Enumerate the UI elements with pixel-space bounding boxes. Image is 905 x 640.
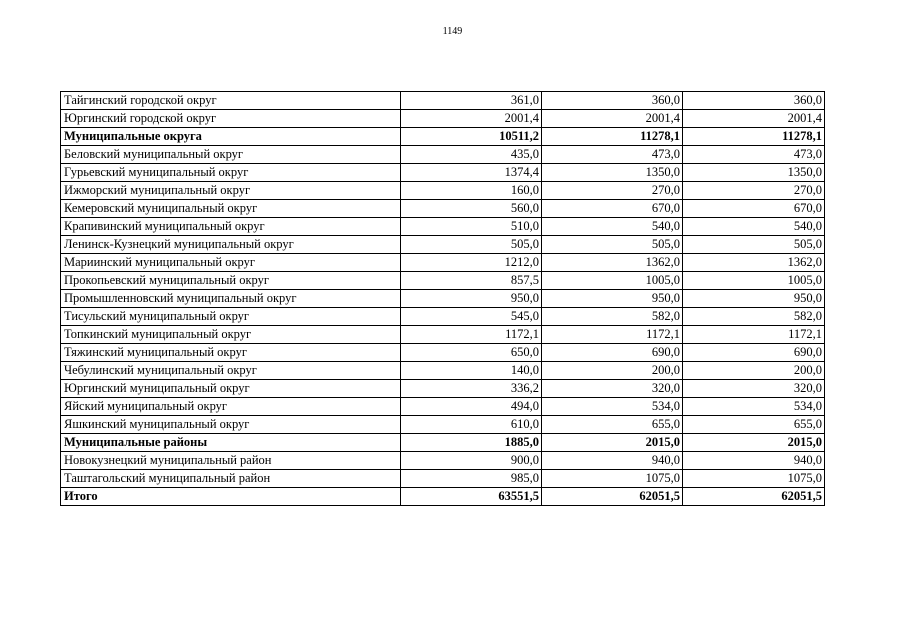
value-cell-3: 1172,1: [683, 326, 825, 344]
page-number: 1149: [442, 26, 463, 37]
value-cell-2: 62051,5: [542, 488, 683, 506]
table-body: [61, 92, 825, 506]
row-name-cell: Крапивинский муниципальный округ: [61, 218, 401, 236]
table-row-subtotal: [61, 488, 825, 506]
value-cell-3: 62051,5: [683, 488, 825, 506]
table-row: [61, 200, 825, 218]
value-cell-3: 534,0: [683, 398, 825, 416]
table-row: [61, 146, 825, 164]
value-cell-1: 494,0: [401, 398, 542, 416]
value-cell-3: 473,0: [683, 146, 825, 164]
table-row: [61, 470, 825, 488]
value-cell-3: 655,0: [683, 416, 825, 434]
table-row: [61, 236, 825, 254]
row-name-cell: Яйский муниципальный округ: [61, 398, 401, 416]
value-cell-3: 940,0: [683, 452, 825, 470]
row-name-cell: Топкинский муниципальный округ: [61, 326, 401, 344]
value-cell-3: 2001,4: [683, 110, 825, 128]
value-cell-1: 160,0: [401, 182, 542, 200]
table-row: [61, 398, 825, 416]
value-cell-2: 2015,0: [542, 434, 683, 452]
value-cell-3: 540,0: [683, 218, 825, 236]
value-cell-2: 2001,4: [542, 110, 683, 128]
row-name-cell: Юргинский городской округ: [61, 110, 401, 128]
value-cell-1: 361,0: [401, 92, 542, 110]
value-cell-3: 505,0: [683, 236, 825, 254]
value-cell-2: 582,0: [542, 308, 683, 326]
row-name-cell: Муниципальные округа: [61, 128, 401, 146]
table-row: [61, 362, 825, 380]
value-cell-1: 10511,2: [401, 128, 542, 146]
row-name-cell: Кемеровский муниципальный округ: [61, 200, 401, 218]
value-cell-2: 1005,0: [542, 272, 683, 290]
table-row: [61, 182, 825, 200]
value-cell-2: 200,0: [542, 362, 683, 380]
row-name-cell: Тайгинский городской округ: [61, 92, 401, 110]
value-cell-1: 63551,5: [401, 488, 542, 506]
table-row: [61, 92, 825, 110]
value-cell-3: 270,0: [683, 182, 825, 200]
value-cell-3: 360,0: [683, 92, 825, 110]
value-cell-1: 560,0: [401, 200, 542, 218]
row-name-cell: Прокопьевский муниципальный округ: [61, 272, 401, 290]
row-name-cell: Ижморский муниципальный округ: [61, 182, 401, 200]
value-cell-3: 950,0: [683, 290, 825, 308]
row-name-cell: Муниципальные районы: [61, 434, 401, 452]
table-row: [61, 416, 825, 434]
row-name-cell: Чебулинский муниципальный округ: [61, 362, 401, 380]
table-row: [61, 344, 825, 362]
row-name-cell: Юргинский муниципальный округ: [61, 380, 401, 398]
value-cell-2: 950,0: [542, 290, 683, 308]
table-row: [61, 272, 825, 290]
value-cell-1: 950,0: [401, 290, 542, 308]
row-name-cell: Беловский муниципальный округ: [61, 146, 401, 164]
value-cell-2: 270,0: [542, 182, 683, 200]
table-row: [61, 218, 825, 236]
table-row-subtotal: [61, 128, 825, 146]
row-name-cell: Таштагольский муниципальный район: [61, 470, 401, 488]
value-cell-2: 540,0: [542, 218, 683, 236]
row-name-cell: Гурьевский муниципальный округ: [61, 164, 401, 182]
value-cell-3: 1362,0: [683, 254, 825, 272]
row-name-cell: Промышленновский муниципальный округ: [61, 290, 401, 308]
value-cell-3: 11278,1: [683, 128, 825, 146]
table-row: [61, 290, 825, 308]
value-cell-1: 336,2: [401, 380, 542, 398]
value-cell-2: 670,0: [542, 200, 683, 218]
row-name-cell: Яшкинский муниципальный округ: [61, 416, 401, 434]
row-name-cell: Новокузнецкий муниципальный район: [61, 452, 401, 470]
value-cell-1: 140,0: [401, 362, 542, 380]
table-row: [61, 326, 825, 344]
table-row: [61, 110, 825, 128]
table-row-subtotal: [61, 434, 825, 452]
value-cell-1: 857,5: [401, 272, 542, 290]
value-cell-1: 1212,0: [401, 254, 542, 272]
value-cell-3: 1075,0: [683, 470, 825, 488]
value-cell-2: 505,0: [542, 236, 683, 254]
table-row: [61, 452, 825, 470]
value-cell-3: 200,0: [683, 362, 825, 380]
value-cell-2: 473,0: [542, 146, 683, 164]
row-name-cell: Мариинский муниципальный округ: [61, 254, 401, 272]
value-cell-3: 670,0: [683, 200, 825, 218]
value-cell-3: 1350,0: [683, 164, 825, 182]
table-row: [61, 380, 825, 398]
budget-table: [60, 91, 825, 506]
row-name-cell: Тисульский муниципальный округ: [61, 308, 401, 326]
value-cell-1: 900,0: [401, 452, 542, 470]
value-cell-3: 1005,0: [683, 272, 825, 290]
row-name-cell: Ленинск-Кузнецкий муниципальный округ: [61, 236, 401, 254]
table-row: [61, 254, 825, 272]
table-row: [61, 164, 825, 182]
value-cell-2: 1172,1: [542, 326, 683, 344]
value-cell-3: 690,0: [683, 344, 825, 362]
value-cell-2: 320,0: [542, 380, 683, 398]
value-cell-1: 985,0: [401, 470, 542, 488]
value-cell-1: 435,0: [401, 146, 542, 164]
value-cell-3: 2015,0: [683, 434, 825, 452]
value-cell-1: 545,0: [401, 308, 542, 326]
value-cell-1: 2001,4: [401, 110, 542, 128]
value-cell-2: 1075,0: [542, 470, 683, 488]
value-cell-2: 690,0: [542, 344, 683, 362]
value-cell-2: 534,0: [542, 398, 683, 416]
value-cell-2: 360,0: [542, 92, 683, 110]
value-cell-2: 11278,1: [542, 128, 683, 146]
row-name-cell: Тяжинский муниципальный округ: [61, 344, 401, 362]
table-row: [61, 308, 825, 326]
value-cell-3: 320,0: [683, 380, 825, 398]
value-cell-1: 610,0: [401, 416, 542, 434]
row-name-cell: Итого: [61, 488, 401, 506]
value-cell-2: 1362,0: [542, 254, 683, 272]
value-cell-1: 1374,4: [401, 164, 542, 182]
value-cell-1: 505,0: [401, 236, 542, 254]
value-cell-2: 1350,0: [542, 164, 683, 182]
value-cell-1: 1885,0: [401, 434, 542, 452]
value-cell-2: 940,0: [542, 452, 683, 470]
value-cell-3: 582,0: [683, 308, 825, 326]
value-cell-1: 1172,1: [401, 326, 542, 344]
value-cell-1: 510,0: [401, 218, 542, 236]
value-cell-2: 655,0: [542, 416, 683, 434]
value-cell-1: 650,0: [401, 344, 542, 362]
